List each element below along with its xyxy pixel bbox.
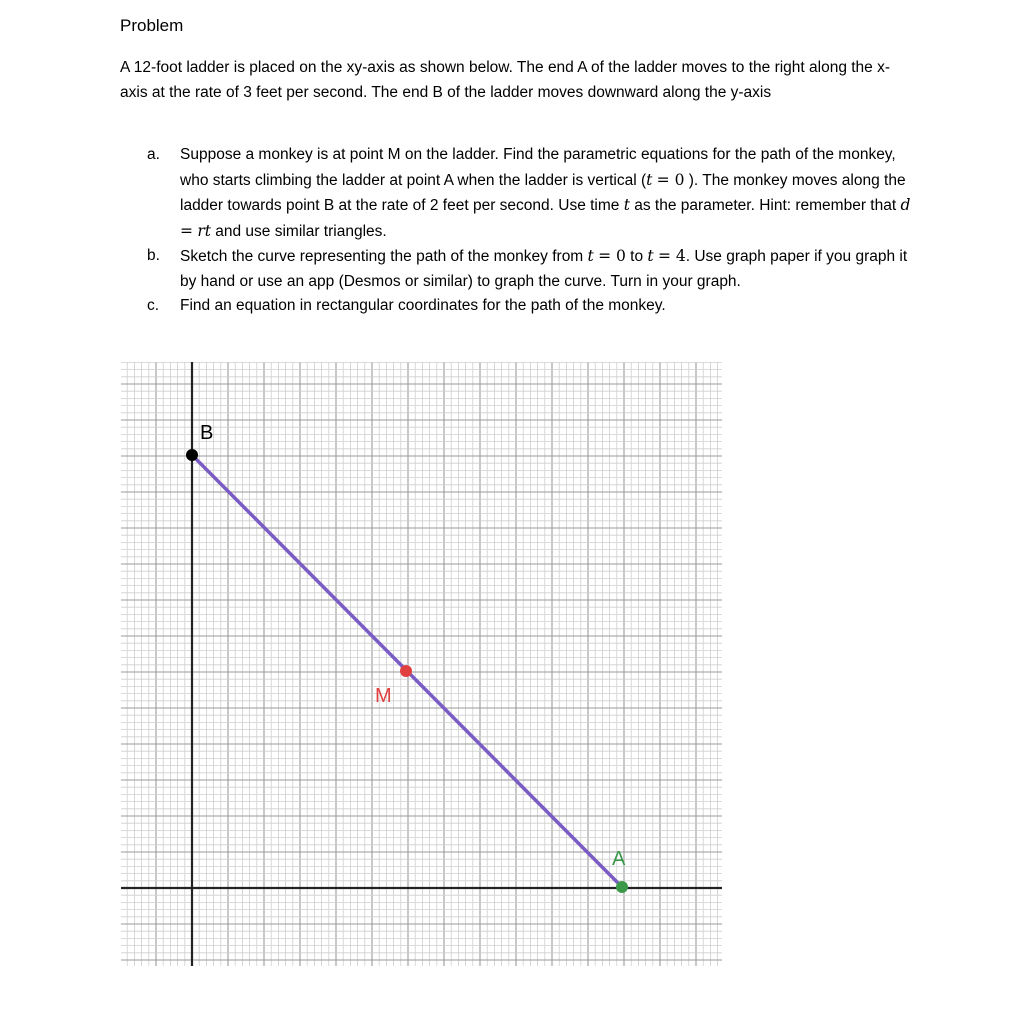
math-equals: = xyxy=(180,221,193,240)
problem-intro: A 12-foot ladder is placed on the xy-axis as shown below. The end A of the ladder moves to the right along the x-axis at the rate of 3 feet per second. The end B of the ladder moves downward along the y-axis xyxy=(120,59,891,101)
problem-title: Problem xyxy=(120,16,184,35)
question-a-text-part: and use similar triangles. xyxy=(210,222,387,240)
point-m-dot xyxy=(400,665,412,677)
question-a-label: a. xyxy=(147,146,160,163)
point-a-label: A xyxy=(612,848,626,870)
math-rt: rt xyxy=(197,221,211,240)
question-c-label: c. xyxy=(147,297,160,314)
point-b-dot xyxy=(186,449,198,461)
question-a-text-part: ). The monkey moves along the ladder towards point B at the rate of 2 feet per second. Use time xyxy=(180,171,906,214)
graph-grid xyxy=(121,362,722,966)
math-t: t xyxy=(646,170,653,189)
question-c-text: Find an equation in rectangular coordinates for the path of the monkey. xyxy=(180,297,666,314)
point-a-dot xyxy=(616,881,628,893)
math-d: d xyxy=(900,196,911,214)
question-b-text-part: . Use graph paper if you graph it by hand or use an app (Desmos or similar) to graph the curve. Turn in your graph. xyxy=(180,248,908,290)
question-b-label: b. xyxy=(147,247,160,264)
question-a-text-part: as the parameter. Hint: remember that xyxy=(629,197,901,214)
math-eq-four: = 4 xyxy=(657,247,686,265)
math-t: t xyxy=(587,247,594,265)
question-a-text-part: Suppose a monkey is at point M on the ladder. Find the parametric equations for the path of the monkey, who starts climbing the ladder at point A when the ladder is vertical ( xyxy=(180,146,896,189)
question-b-text-part: Sketch the curve representing the path of the monkey from xyxy=(180,248,588,265)
math-t: t xyxy=(647,247,654,265)
math-eq-zero: = 0 xyxy=(656,170,685,189)
point-m-label: M xyxy=(375,685,392,707)
math-eq-zero: = 0 xyxy=(598,247,626,265)
question-b-text-part: to xyxy=(625,248,648,265)
math-t: t xyxy=(623,196,630,214)
point-b-label: B xyxy=(200,422,214,444)
